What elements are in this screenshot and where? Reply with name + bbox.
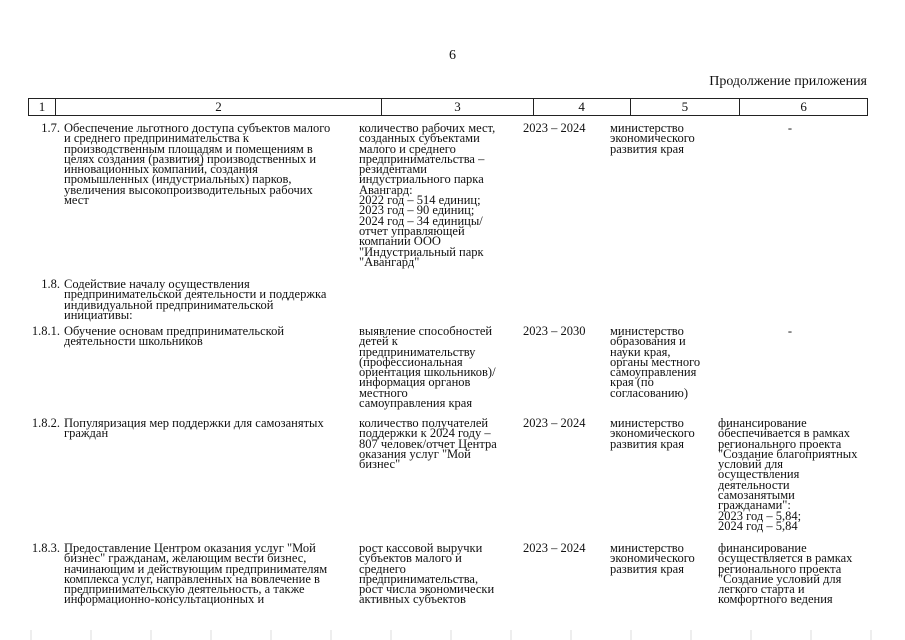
note-text: финансирование обеспечивается в рамках регионального проекта "Создание благоприятных условий для осуществления деятельности самозанятыми гражданами": 2023 год – 5,84; 2024 год – 5,84 [718,416,858,533]
term-period: 2023 – 2024 [523,416,586,430]
continuation-label: Продолжение приложения [709,74,867,89]
header-col-2: 2 [56,99,382,115]
page-number: 6 [449,48,456,63]
term-period: 2023 – 2030 [523,324,586,338]
indicator-text: выявление способностей детей к предпринимательству (профессиональная ориентация школьников)/ информация органов местного самоуправления края [359,324,496,411]
term-period: 2023 – 2024 [523,121,586,135]
note-text: - [787,324,793,338]
indicator-text: количество рабочих мест, созданных субъектами малого и среднего предпринимательства – резидентами индустриального парка Авангард: 2022 год – 514 единиц; 2023 год – 90 единиц; 2024 год – 34 единицы/ отчет управляющей компании ООО "Индустриальный парк "Авангард" [359,121,496,269]
indicator-text: количество получателей поддержки к 2024 году – 807 человек/отчет Центра оказания услуг "Мой бизнес" [359,416,497,472]
executor-text: министерство экономического развития края [610,541,695,576]
header-col-3: 3 [382,99,534,115]
row-number: 1.8.2. [31,416,60,430]
measure-name: Обеспечение льготного доступа субъектов малого и среднего предпринимательства к производственным площадям и помещениям в целях создания (развития) производственных и инновационных компаний, создания промышленных (индустриальных) парков, увеличения высокопроизводительных рабочих мест [64,121,331,208]
indicator-text: рост кассовой выручки субъектов малого и среднего предпринимательства, рост числа экономически активных субъектов [359,541,495,607]
table-header [28,98,868,116]
row-number: 1.8. [41,277,60,291]
measure-name: Обучение основам предпринимательской деятельности школьников [64,324,285,349]
measure-name: Содействие началу осуществления предпринимательской деятельности и поддержка индивидуальной предпринимательской инициативы: [64,277,327,322]
executor-text: министерство образования и науки края, органы местного самоуправления края (по согласованию) [610,324,701,400]
note-text: - [787,121,793,135]
header-col-4: 4 [534,99,631,115]
row-number: 1.8.3. [31,541,60,555]
header-col-5: 5 [631,99,741,115]
measure-name: Популяризация мер поддержки для самозанятых граждан [64,416,324,441]
executor-text: министерство экономического развития края [610,416,695,451]
term-period: 2023 – 2024 [523,541,586,555]
header-col-6: 6 [800,99,807,114]
header-col-1: 1 [29,99,56,115]
row-number: 1.7. [41,121,60,135]
row-number: 1.8.1. [31,324,60,338]
measure-name: Предоставление Центром оказания услуг "Мой бизнес" гражданам, желающим вести бизнес, начинающим и действующим предпринимателям комплекса услуг, направленных на вовлечение в предпринимательскую деятельность, а также информационно-консультационных и [64,541,328,607]
scan-artifact [0,630,905,640]
executor-text: министерство экономического развития края [610,121,695,156]
note-text: финансирование осуществляется в рамках регионального проекта "Создание условий для легкого старта и комфортного ведения [718,541,853,607]
